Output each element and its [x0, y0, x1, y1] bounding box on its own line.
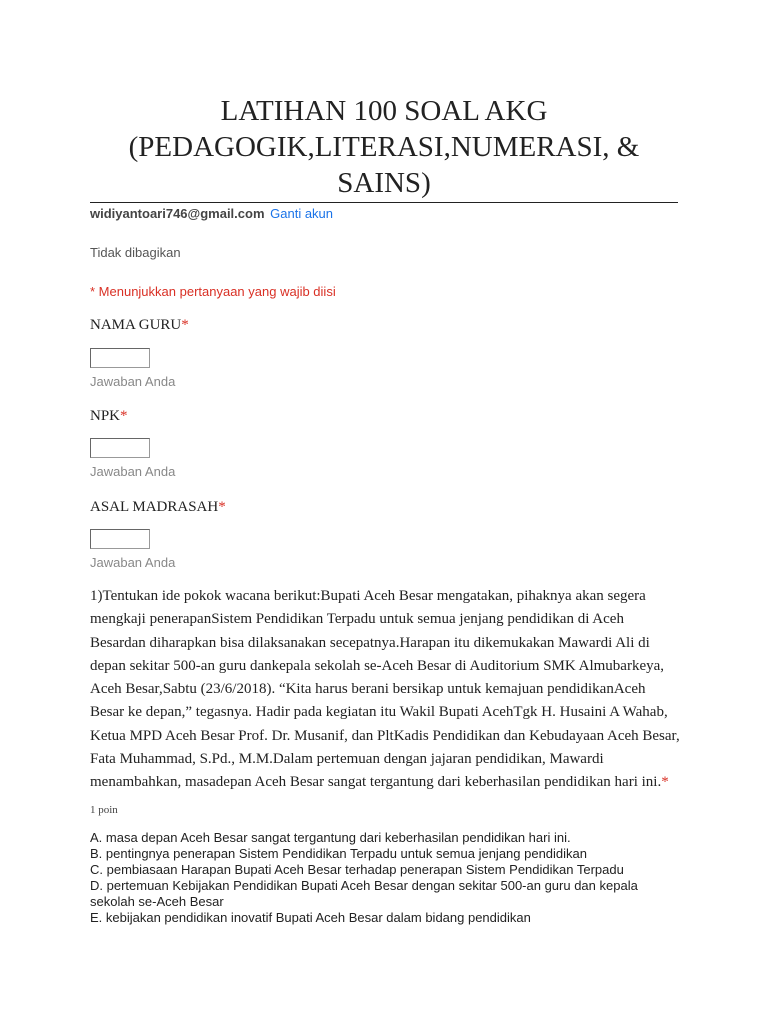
form-title-line-3: SAINS) — [337, 167, 431, 199]
question-points: 1 poin — [90, 804, 118, 816]
not-shared-note: Tidak dibagikan — [90, 245, 181, 260]
field-label-text: ASAL MADRASAH — [90, 499, 219, 515]
field-label-npk — [90, 407, 128, 425]
required-star: * — [218, 499, 226, 515]
option-b[interactable]: B. pentingnya penerapan Sistem Pendidikan Terpadu untuk semua jenjang pendidikan — [90, 846, 588, 861]
npk-input[interactable] — [90, 438, 150, 458]
account-email: widiyantoari746@gmail.com — [90, 206, 265, 221]
option-c[interactable]: C. pembiasaan Harapan Bupati Aceh Besar terhadap penerapan Sistem Pendidikan Terpadu — [90, 862, 624, 877]
option-a[interactable]: A. masa depan Aceh Besar sangat tergantung dari keberhasilan pendidikan hari ini. — [90, 830, 571, 845]
answer-hint: Jawaban Anda — [90, 374, 176, 389]
question-1-text: 1)Tentukan ide pokok wacana berikut:Bupati Aceh Besar mengatakan, pihaknya akan segera mengkaji penerapanSistem Pendidikan Terpadu untuk semua jenjang pendidikan di Aceh Besardan diharapkan bisa dilaksanakan secepatnya.Harapan itu dikemukakan Mawardi Ali di depan sekitar 500-an guru dankepala sekolah se-Aceh Besar di Auditorium SMK Almubarkeya, Aceh Besar,Sabtu (23/6/2018). “Kita harus berani bersikap untuk kemajuan pendidikanAceh Besar ke depan,” tegasnya. Hadir pada kegiatan itu Wakil Bupati AcehTgk H. Husaini A Wahab, Ketua MPD Aceh Besar Prof. Dr. Musanif, dan PltKadis Pendidikan dan Kebudayaan Aceh Besar, Fata Muhammad, S.Pd., M.M.Dalam pertemuan dengan jajaran pendidikan, Mawardi menambahkan, masadepan Aceh Besar sangat tergantung dari keberhasilan pendidikan hari ini. — [90, 588, 680, 791]
option-e[interactable]: E. kebijakan pendidikan inovatif Bupati Aceh Besar dalam bidang pendidikan — [90, 910, 531, 925]
title-divider — [90, 202, 678, 203]
required-star: * — [181, 317, 189, 333]
required-star: * — [120, 408, 128, 424]
question-1 — [90, 585, 680, 795]
required-note: * Menunjukkan pertanyaan yang wajib diisi — [90, 284, 336, 299]
field-label-nama-guru — [90, 316, 189, 334]
answer-options — [90, 830, 680, 926]
field-label-asal-madrasah — [90, 498, 226, 516]
switch-account-link[interactable]: Ganti akun — [270, 206, 334, 221]
form-title — [90, 93, 678, 201]
option-d[interactable]: D. pertemuan Kebijakan Pendidikan Bupati Aceh Besar dengan sekitar 500-an guru dan kepala sekolah se-Aceh Besar — [90, 878, 638, 909]
field-label-text: NAMA GURU — [90, 317, 182, 333]
form-title-line-1: LATIHAN 100 SOAL AKG — [220, 95, 548, 127]
field-label-text: NPK — [90, 408, 121, 424]
form-title-line-2: (PEDAGOGIK,LITERASI,NUMERASI, & — [128, 131, 640, 163]
required-star: * — [661, 774, 669, 791]
asal-madrasah-input[interactable] — [90, 529, 150, 549]
answer-hint: Jawaban Anda — [90, 464, 176, 479]
answer-hint: Jawaban Anda — [90, 555, 176, 570]
account-bar — [90, 206, 333, 222]
nama-guru-input[interactable] — [90, 348, 150, 368]
